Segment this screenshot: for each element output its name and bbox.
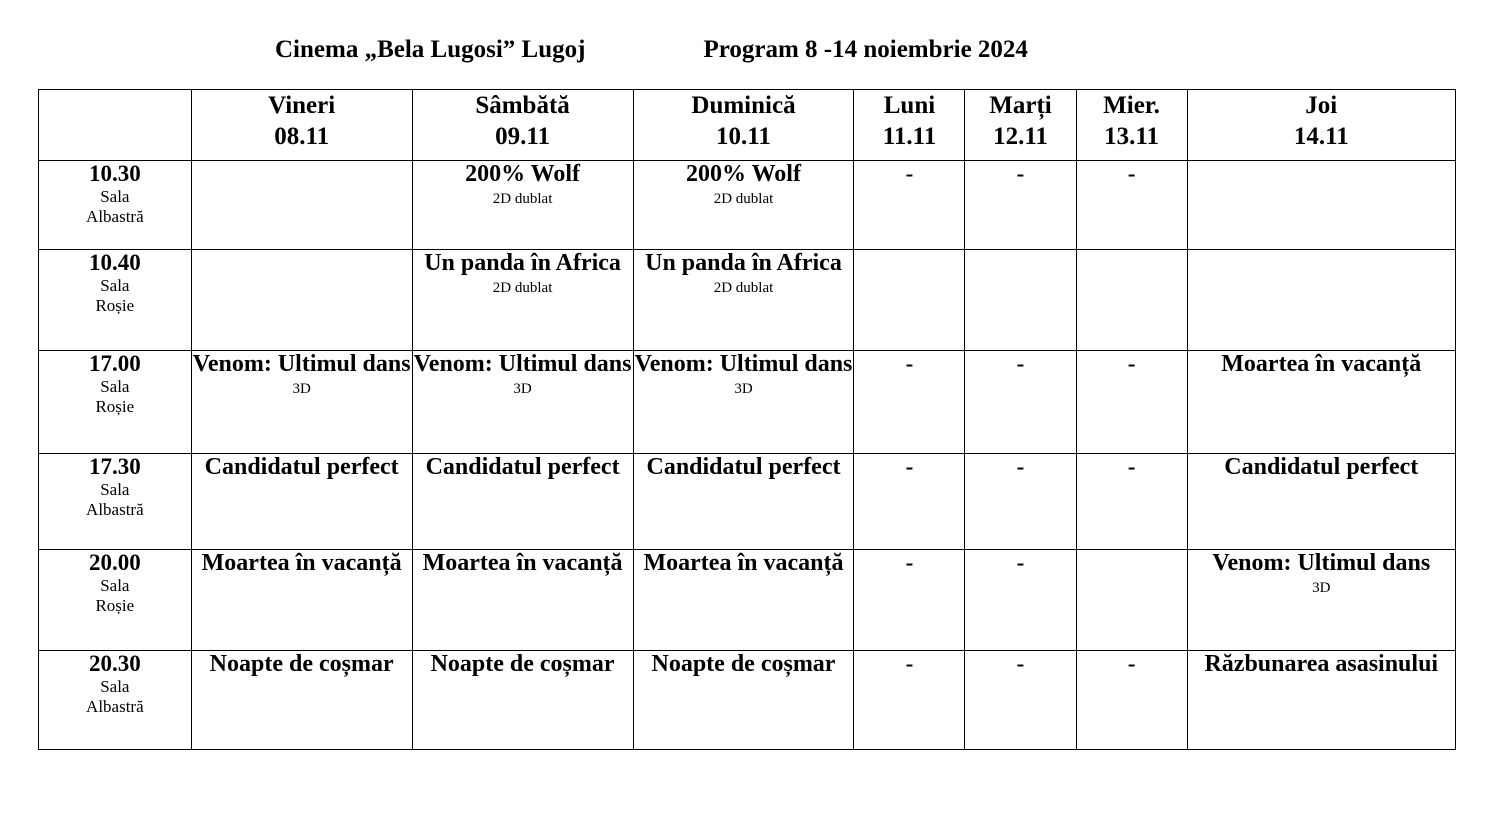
column-header-duminica xyxy=(633,90,854,161)
schedule-cell-empty: - xyxy=(854,454,965,550)
row-hall-line1: Sala xyxy=(100,276,130,296)
schedule-cell xyxy=(412,550,633,651)
row-hall-line1: Sala xyxy=(100,677,130,697)
schedule-cell-empty: - xyxy=(854,651,965,750)
schedule-cell-empty: - xyxy=(965,651,1076,750)
film-format: 2D dublat xyxy=(492,190,553,207)
schedule-cell xyxy=(412,161,633,250)
schedule-cell xyxy=(191,651,412,750)
schedule-cell-empty xyxy=(965,250,1076,351)
row-time: 17.30 xyxy=(88,454,141,479)
column-header-miercuri xyxy=(1076,90,1187,161)
film-title: 200% Wolf xyxy=(465,161,581,187)
film-format: 3D xyxy=(292,380,311,397)
column-date: 09.11 xyxy=(495,123,550,150)
film-format: 2D dublat xyxy=(713,279,774,296)
table-row xyxy=(39,550,1456,651)
schedule-cell xyxy=(191,161,412,250)
schedule-cell xyxy=(191,454,412,550)
film-title: Moartea în vacanță xyxy=(643,550,844,576)
row-hall-line1: Sala xyxy=(100,187,130,207)
column-header-luni xyxy=(854,90,965,161)
row-time-hall xyxy=(39,250,192,351)
program-table xyxy=(38,89,1456,750)
table-row xyxy=(39,454,1456,550)
schedule-cell-empty: - xyxy=(965,351,1076,454)
column-date: 13.11 xyxy=(1104,123,1159,150)
row-time-hall xyxy=(39,550,192,651)
schedule-cell-empty xyxy=(1076,250,1187,351)
schedule-cell xyxy=(1187,550,1455,651)
row-hall-line2: Roșie xyxy=(95,596,135,616)
row-hall-line2: Albastră xyxy=(86,207,144,227)
column-date: 08.11 xyxy=(274,123,330,150)
schedule-cell xyxy=(633,161,854,250)
column-day: Luni xyxy=(883,92,936,119)
schedule-cell-empty: - xyxy=(1076,351,1187,454)
schedule-cell-empty: - xyxy=(1076,161,1187,250)
schedule-cell-empty xyxy=(854,250,965,351)
schedule-cell-empty xyxy=(1076,550,1187,651)
row-time-hall xyxy=(39,351,192,454)
schedule-cell-empty: - xyxy=(854,161,965,250)
film-title: Moartea în vacanță xyxy=(1221,351,1422,377)
schedule-cell-empty: - xyxy=(1076,454,1187,550)
schedule-cell xyxy=(191,550,412,651)
schedule-cell xyxy=(633,454,854,550)
film-title: Un panda în Africa xyxy=(424,250,621,276)
film-format: 2D dublat xyxy=(492,279,553,296)
column-date: 12.11 xyxy=(993,123,1048,150)
schedule-cell-empty: - xyxy=(854,351,965,454)
schedule-cell xyxy=(633,651,854,750)
schedule-cell xyxy=(191,250,412,351)
film-title: Noapte de coșmar xyxy=(651,651,836,677)
row-hall-line2: Roșie xyxy=(95,296,135,316)
column-header-sambata xyxy=(412,90,633,161)
row-hall-line1: Sala xyxy=(100,576,130,596)
schedule-cell xyxy=(1187,351,1455,454)
film-title: Venom: Ultimul dans xyxy=(634,351,853,377)
row-hall-line2: Albastră xyxy=(86,697,144,717)
film-title: Răzbunarea asasinului xyxy=(1204,651,1439,677)
table-header-row xyxy=(39,90,1456,161)
column-day: Sâmbătă xyxy=(475,92,570,119)
row-time: 20.30 xyxy=(88,651,141,676)
schedule-cell-empty: - xyxy=(965,161,1076,250)
schedule-cell xyxy=(412,351,633,454)
column-header-vineri xyxy=(191,90,412,161)
column-day: Mier. xyxy=(1103,92,1160,119)
film-format: 3D xyxy=(1312,579,1331,596)
document-header xyxy=(0,0,1494,64)
schedule-cell xyxy=(1187,161,1455,250)
table-row xyxy=(39,161,1456,250)
film-format: 2D dublat xyxy=(713,190,774,207)
column-day: Vineri xyxy=(268,92,336,119)
film-title: Venom: Ultimul dans xyxy=(1212,550,1431,576)
row-time: 20.00 xyxy=(88,550,141,575)
row-time: 10.40 xyxy=(88,250,141,275)
row-time: 10.30 xyxy=(88,161,141,186)
film-title: Candidatul perfect xyxy=(204,454,399,480)
schedule-cell xyxy=(1187,454,1455,550)
film-title: Venom: Ultimul dans xyxy=(192,351,411,377)
table-row xyxy=(39,250,1456,351)
schedule-cell xyxy=(1187,651,1455,750)
row-time-hall xyxy=(39,454,192,550)
film-title: Moartea în vacanță xyxy=(201,550,402,576)
film-format: 3D xyxy=(734,380,753,397)
column-header-joi xyxy=(1187,90,1455,161)
film-title: 200% Wolf xyxy=(686,161,801,187)
row-time-hall xyxy=(39,161,192,250)
row-hall-line2: Roșie xyxy=(95,397,135,417)
schedule-cell-empty: - xyxy=(965,550,1076,651)
schedule-cell xyxy=(412,250,633,351)
film-title: Venom: Ultimul dans xyxy=(413,351,632,377)
table-corner-cell xyxy=(39,90,192,161)
film-title: Moartea în vacanță xyxy=(422,550,623,576)
schedule-cell-empty: - xyxy=(965,454,1076,550)
schedule-cell xyxy=(1187,250,1455,351)
page-title: Cinema „Bela Lugosi” Lugoj xyxy=(275,36,586,63)
film-title: Candidatul perfect xyxy=(1224,454,1419,480)
schedule-cell xyxy=(191,351,412,454)
row-hall-line2: Albastră xyxy=(86,500,144,520)
schedule-cell xyxy=(633,351,854,454)
row-time-hall xyxy=(39,651,192,750)
schedule-cell-empty: - xyxy=(1076,651,1187,750)
film-title: Candidatul perfect xyxy=(425,454,620,480)
column-day: Duminică xyxy=(691,92,796,119)
schedule-cell xyxy=(633,550,854,651)
schedule-cell xyxy=(412,454,633,550)
film-title: Noapte de coșmar xyxy=(430,651,615,677)
schedule-cell xyxy=(633,250,854,351)
column-day: Marți xyxy=(989,92,1052,119)
program-period: Program 8 -14 noiembrie 2024 xyxy=(703,36,1028,63)
table-row xyxy=(39,651,1456,750)
column-header-marti xyxy=(965,90,1076,161)
schedule-cell xyxy=(412,651,633,750)
row-hall-line1: Sala xyxy=(100,480,130,500)
film-title: Un panda în Africa xyxy=(645,250,842,276)
schedule-cell-empty: - xyxy=(854,550,965,651)
column-date: 11.11 xyxy=(882,123,937,150)
film-format: 3D xyxy=(513,380,532,397)
film-title: Candidatul perfect xyxy=(646,454,841,480)
column-date: 14.11 xyxy=(1293,123,1349,150)
row-hall-line1: Sala xyxy=(100,377,130,397)
table-row xyxy=(39,351,1456,454)
column-date: 10.11 xyxy=(716,123,771,150)
row-time: 17.00 xyxy=(88,351,141,376)
column-day: Joi xyxy=(1305,92,1338,119)
film-title: Noapte de coșmar xyxy=(209,651,394,677)
